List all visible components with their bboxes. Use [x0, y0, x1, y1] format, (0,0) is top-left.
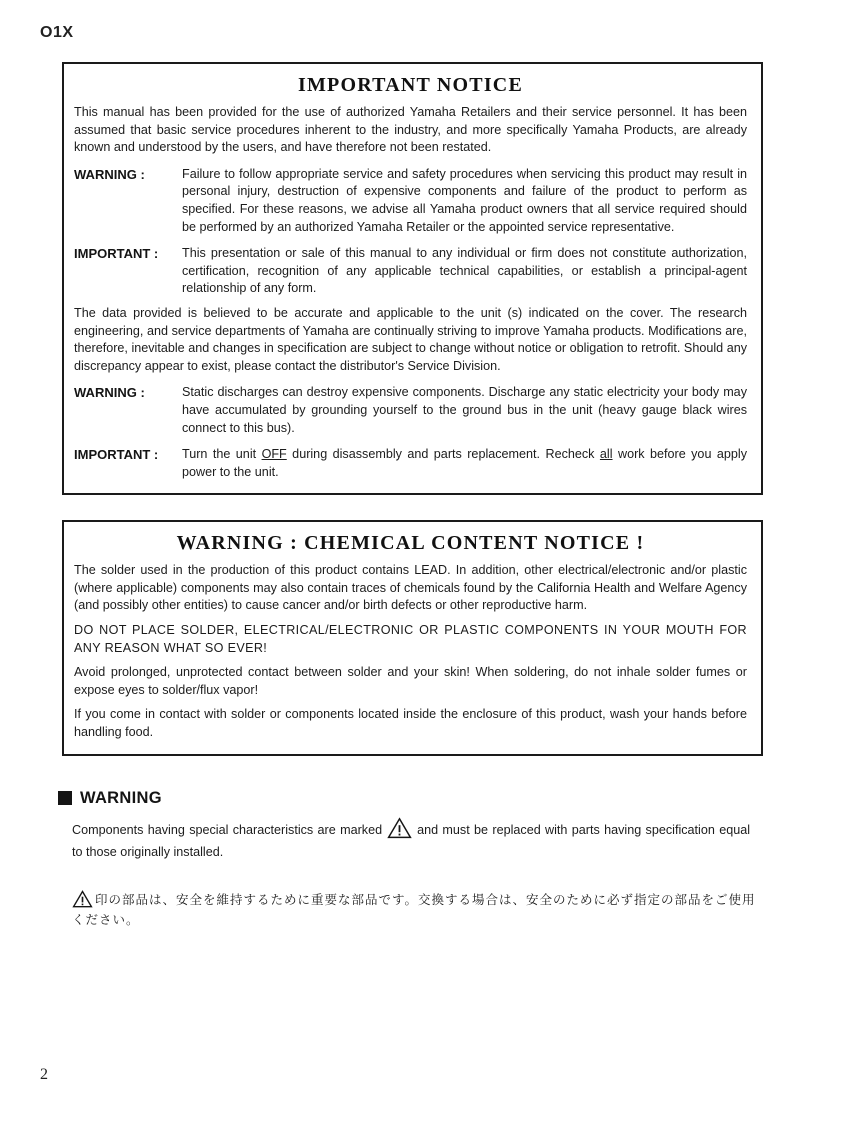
chemical-notice-title: WARNING : CHEMICAL CONTENT NOTICE ! [176, 532, 645, 555]
warning-label: WARNING : [74, 385, 145, 401]
chemical-notice-box [62, 520, 763, 755]
text-segment: Turn the unit [182, 447, 262, 462]
avoid-contact-paragraph: Avoid prolonged, unprotected contact between solder and your skin! When soldering, do not inhale solder fumes or expose eyes to solder/flux vapor! [74, 665, 747, 697]
text-segment: Components having special characteristics are marked [72, 822, 383, 837]
model-code: O1X [40, 24, 74, 41]
underlined-word: all [599, 447, 613, 462]
important-notice-title: IMPORTANT NOTICE [297, 74, 523, 96]
notice-intro-paragraph: This manual has been provided for the use of authorized Yamaha Retailers and their service personnel. It has been assumed that basic service procedures inherent to the industry, and more specifically Yamaha Products, are already known and understood by the users, and have therefore not been restated. [74, 105, 747, 155]
data-accuracy-paragraph: The data provided is believed to be accurate and applicable to the unit (s) indicated on the cover. The research engineering, and service departments of Yamaha are continually striving to improve Yamaha products. Modifications are, therefore, inevitable and changes in specification are subject to change without notice or obligation to retrofit. Should any discrepancy appear to exist, please contact the distributor's Service Division. [74, 305, 747, 373]
warning-block-1 [74, 166, 747, 236]
wash-hands-paragraph: If you come in contact with solder or components located inside the enclosure of this product, wash your hands before handling food. [74, 707, 747, 740]
important-label: IMPORTANT : [74, 447, 159, 463]
warning-text: Static discharges can destroy expensive components. Discharge any static electricity your body may have accumulated by grounding yourself to the ground bus in the unit (heavy gauge black wires connect to this bus). [182, 385, 747, 435]
important-notice-box [62, 62, 763, 495]
special-components-paragraph [72, 817, 750, 863]
text-segment: work before you apply power to the unit. [182, 447, 747, 479]
do-not-place-paragraph: DO NOT PLACE SOLDER, ELECTRICAL/ELECTRONIC OR PLASTIC COMPONENTS IN YOUR MOUTH FOR ANY REASON WHAT SO EVER! [74, 623, 747, 655]
warning-section [58, 789, 760, 930]
warning-label: WARNING : [74, 166, 145, 182]
underlined-word: OFF [261, 447, 287, 462]
japanese-text: 印の部品は、安全を維持するために重要な部品です。交換する場合は、安全のために必ず指定の部品をご使用ください。 [72, 892, 756, 927]
text-segment: during disassembly and parts replacement. Recheck [286, 447, 600, 462]
warning-triangle-icon [72, 890, 93, 908]
japanese-safety-note [72, 890, 760, 930]
solder-lead-paragraph: The solder used in the production of this product contains LEAD. In addition, other electrical/electronic and/or plastic (where applicable) components may also contain traces of chemicals found by the California Health and Welfare Agency (and possibly other entities) to cause cancer and/or birth defects or other reproductive harm. [74, 563, 747, 613]
important-label: IMPORTANT : [74, 246, 159, 262]
warning-triangle-icon [387, 817, 412, 839]
black-square-icon [58, 791, 72, 805]
warning-heading [58, 789, 760, 808]
important-text [182, 446, 747, 481]
important-text: This presentation or sale of this manual to any individual or firm does not constitute authorization, certification, recognition of any applicable technical capabilities, or establish a principal-agent relationship of any form. [182, 246, 747, 296]
important-block-2 [74, 446, 747, 481]
page-number: 2 [40, 1066, 48, 1083]
important-block-1 [74, 245, 747, 298]
text-segment: and must be replaced with parts having specification equal to those originally installed. [72, 822, 751, 859]
warning-heading-label: WARNING [80, 788, 162, 807]
warning-text: Failure to follow appropriate service and safety procedures when servicing this product may result in personal injury, destruction of expensive components and failure of the product to perform as specified. For these reasons, we advise all Yamaha product owners that all service required should be performed by an authorized Yamaha Retailer or the appointed service representative. [182, 166, 747, 234]
warning-block-2 [74, 384, 747, 437]
